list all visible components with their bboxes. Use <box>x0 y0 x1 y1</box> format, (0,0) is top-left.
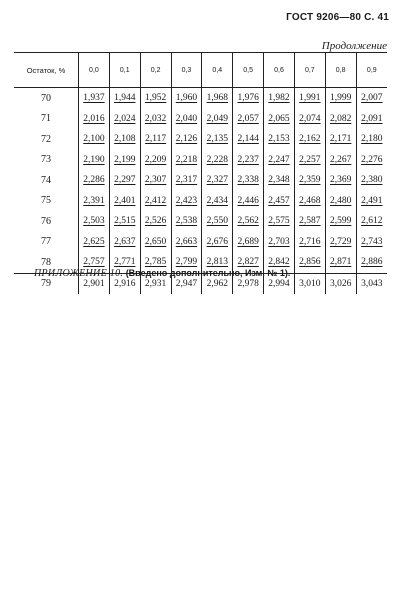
table-cell: 2,886 <box>356 252 387 273</box>
table-cell: 2,716 <box>294 232 325 253</box>
table-cell: 2,550 <box>202 211 233 232</box>
table-cell: 2,637 <box>109 232 140 253</box>
table-cell: 2,276 <box>356 150 387 171</box>
table-cell: 3,043 <box>356 273 387 294</box>
table-header-row <box>14 53 387 88</box>
table-cell: 2,074 <box>294 109 325 130</box>
column-header: 0,7 <box>294 53 325 88</box>
column-header: 0,8 <box>325 53 356 88</box>
page-header: ГОСТ 9206—80 С. 41 <box>286 12 389 23</box>
table-cell: 2,689 <box>233 232 264 253</box>
table-cell: 2,199 <box>109 150 140 171</box>
table-cell: 2,218 <box>171 150 202 171</box>
table-cell: 2,297 <box>109 170 140 191</box>
column-header: 0,0 <box>79 53 110 88</box>
column-header: 0,1 <box>109 53 140 88</box>
column-header: 0,5 <box>233 53 264 88</box>
row-label-cell: 71 <box>41 113 51 125</box>
table-cell: 2,190 <box>79 150 110 171</box>
table-row <box>14 150 387 171</box>
table-cell: 2,327 <box>202 170 233 191</box>
row-label-cell: 78 <box>41 256 51 268</box>
table-row <box>14 170 387 191</box>
table-cell: 2,515 <box>109 211 140 232</box>
table-cell: 2,916 <box>109 273 140 294</box>
table-cell: 2,412 <box>140 191 171 212</box>
table-cell: 1,944 <box>109 88 140 109</box>
table-cell: 2,813 <box>202 252 233 273</box>
table-cell: 2,153 <box>264 129 295 150</box>
table-cell: 2,348 <box>264 170 295 191</box>
appendix-line <box>34 268 290 279</box>
table-cell: 2,380 <box>356 170 387 191</box>
table-cell: 2,931 <box>140 273 171 294</box>
table-cell: 2,117 <box>140 129 171 150</box>
table-cell: 1,982 <box>264 88 295 109</box>
table-cell: 2,575 <box>264 211 295 232</box>
table-cell: 2,468 <box>294 191 325 212</box>
table-cell: 2,040 <box>171 109 202 130</box>
table-cell: 2,126 <box>171 129 202 150</box>
table-cell: 1,991 <box>294 88 325 109</box>
table-cell: 2,359 <box>294 170 325 191</box>
table-cell: 3,010 <box>294 273 325 294</box>
table-cell: 2,650 <box>140 232 171 253</box>
table-cell: 1,952 <box>140 88 171 109</box>
table-row <box>14 211 387 232</box>
table-cell: 2,587 <box>294 211 325 232</box>
table-row <box>14 88 387 109</box>
table-cell: 2,503 <box>79 211 110 232</box>
table-row <box>14 191 387 212</box>
column-header: 0,6 <box>264 53 295 88</box>
table-cell: 2,663 <box>171 232 202 253</box>
table-cell: 2,100 <box>79 129 110 150</box>
table-cell: 2,423 <box>171 191 202 212</box>
table-cell: 1,968 <box>202 88 233 109</box>
table-cell: 2,785 <box>140 252 171 273</box>
table-cell: 2,317 <box>171 170 202 191</box>
table-cell: 2,049 <box>202 109 233 130</box>
data-table-container <box>14 52 387 294</box>
table-cell: 2,625 <box>79 232 110 253</box>
table-cell: 2,237 <box>233 150 264 171</box>
table-cell: 2,703 <box>264 232 295 253</box>
table-cell: 2,771 <box>109 252 140 273</box>
table-cell: 2,947 <box>171 273 202 294</box>
table-cell: 2,676 <box>202 232 233 253</box>
table-cell: 2,562 <box>233 211 264 232</box>
row-label-cell: 79 <box>14 273 79 294</box>
row-label-cell: 73 <box>41 154 51 166</box>
table-cell: 2,209 <box>140 150 171 171</box>
table-cell: 2,082 <box>325 109 356 130</box>
table-cell: 2,180 <box>356 129 387 150</box>
table-cell: 2,247 <box>264 150 295 171</box>
table-cell: 2,391 <box>79 191 110 212</box>
table-cell: 1,960 <box>171 88 202 109</box>
table-cell: 2,065 <box>264 109 295 130</box>
table-cell: 2,612 <box>356 211 387 232</box>
table-cell: 3,026 <box>325 273 356 294</box>
table-cell: 2,257 <box>294 150 325 171</box>
row-label-cell: 72 <box>41 133 51 145</box>
table-cell: 2,032 <box>140 109 171 130</box>
row-label-cell: 74 <box>41 174 51 186</box>
table-cell: 2,526 <box>140 211 171 232</box>
table-cell: 2,135 <box>202 129 233 150</box>
table-cell: 2,599 <box>325 211 356 232</box>
table-cell: 1,999 <box>325 88 356 109</box>
row-label-cell: 75 <box>41 195 51 207</box>
table-cell: 2,007 <box>356 88 387 109</box>
column-header: 0,3 <box>171 53 202 88</box>
table-cell: 2,369 <box>325 170 356 191</box>
table-cell: 2,144 <box>233 129 264 150</box>
table-row <box>14 232 387 253</box>
table-cell: 2,757 <box>79 252 110 273</box>
table-cell: 2,434 <box>202 191 233 212</box>
appendix-note: (Введено дополнительно, Изм. № 1). <box>125 268 291 278</box>
column-header: 0,9 <box>356 53 387 88</box>
table-cell: 2,446 <box>233 191 264 212</box>
table-cell: 2,871 <box>325 252 356 273</box>
table-cell: 1,976 <box>233 88 264 109</box>
table-cell: 2,856 <box>294 252 325 273</box>
row-label-cell: 77 <box>41 236 51 248</box>
column-header: 0,4 <box>202 53 233 88</box>
table-cell: 2,978 <box>233 273 264 294</box>
table-cell: 2,024 <box>109 109 140 130</box>
table-cell: 2,842 <box>264 252 295 273</box>
table-cell: 2,057 <box>233 109 264 130</box>
table-cell: 2,401 <box>109 191 140 212</box>
table-cell: 2,538 <box>171 211 202 232</box>
column-header: Остаток, % <box>14 53 79 88</box>
appendix-title: ПРИЛОЖЕНИЕ 10. <box>34 268 124 279</box>
table-cell: 2,016 <box>79 109 110 130</box>
continuation-label: Продолжение <box>321 40 387 52</box>
table-cell: 2,743 <box>356 232 387 253</box>
table-cell: 2,338 <box>233 170 264 191</box>
table-cell: 2,108 <box>109 129 140 150</box>
table-cell: 2,091 <box>356 109 387 130</box>
table-cell: 1,937 <box>79 88 110 109</box>
table-cell: 2,480 <box>325 191 356 212</box>
table-cell: 2,491 <box>356 191 387 212</box>
row-label-cell: 76 <box>41 215 51 227</box>
data-table <box>14 52 387 294</box>
column-header: 0,2 <box>140 53 171 88</box>
table-cell: 2,228 <box>202 150 233 171</box>
table-cell: 2,799 <box>171 252 202 273</box>
table-cell: 2,171 <box>325 129 356 150</box>
table-row <box>14 129 387 150</box>
row-label-cell: 70 <box>41 92 51 104</box>
table-row <box>14 109 387 130</box>
table-body <box>14 88 387 295</box>
table-cell: 2,162 <box>294 129 325 150</box>
table-cell: 2,286 <box>79 170 110 191</box>
table-cell: 2,994 <box>264 273 295 294</box>
table-cell: 2,901 <box>79 273 110 294</box>
table-cell: 2,457 <box>264 191 295 212</box>
table-cell: 2,267 <box>325 150 356 171</box>
table-cell: 2,962 <box>202 273 233 294</box>
table-cell: 2,729 <box>325 232 356 253</box>
table-cell: 2,827 <box>233 252 264 273</box>
table-cell: 2,307 <box>140 170 171 191</box>
